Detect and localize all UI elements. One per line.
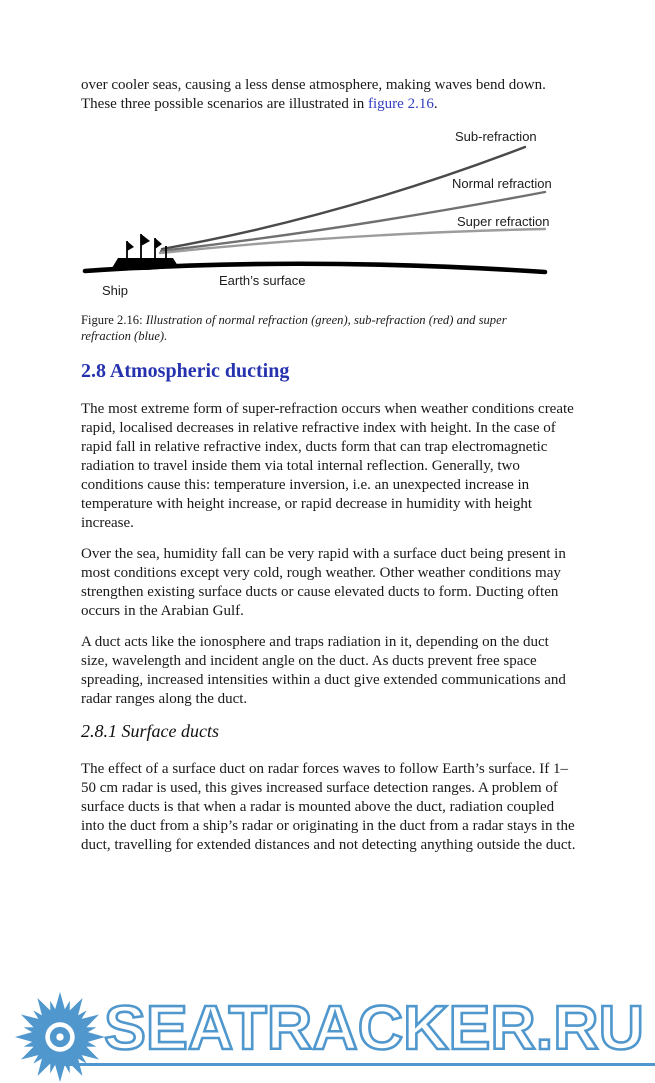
paragraph-ducting-3: A duct acts like the ionosphere and traps radiation in it, depending on the duct size, wavelength and incident angle on the duct. As ducts prevent free space spreading, increased intensities within a duct give extended communications and radar ranges along the duct.: [81, 634, 566, 707]
figure-2-16-link[interactable]: figure 2.16: [368, 96, 434, 112]
paragraph-intro: [81, 76, 578, 114]
figure-2-16-diagram: [0, 120, 655, 313]
super-refraction-curve: [160, 229, 545, 253]
paragraph-surface-ducts: The effect of a surface duct on radar forces waves to follow Earth’s surface. If 1–50 cm radar is used, this gives increased surface detection ranges. A problem of surface ducts is that when a radar is mounted above the duct, radiation coupled into the duct from a ship’s radar or originating in the duct from a radar stays in the duct, travelling for extended distances and not detecting anything outside the duct.: [81, 761, 576, 853]
watermark-text: SEATRACKER.RU: [104, 994, 644, 1063]
figure-caption-text: Illustration of normal refraction (green), sub-refraction (red) and super refraction (blue).: [81, 313, 507, 343]
seatracker-watermark: [102, 996, 655, 1064]
section-heading-2-8: 2.8 Atmospheric ducting: [81, 360, 290, 382]
paragraph-ducting-1: The most extreme form of super-refraction occurs when weather conditions create rapid, localised decreases in relative refractive index with height. In the case of rapid fall in relative refractive index, ducts form that can trap electromagnetic radiation to travel inside them via total internal reflection. Generally, two conditions cause this: temperature inversion, i.e. an unexpected increase in temperature with height increase, or rapid decrease in humidity with height increase.: [81, 401, 574, 531]
intro-text-after-link: .: [433, 96, 438, 112]
label-earth-surface: Earth’s surface: [219, 273, 306, 288]
sun-icon: [14, 991, 106, 1083]
label-ship: Ship: [102, 283, 129, 298]
paragraph-ducting-2: Over the sea, humidity fall can be very rapid with a surface duct being present in most conditions except very cold, rough weather. Other weather conditions may strengthen existing surface ducts or cause elevated ducts to form. Ducting often occurs in the Arabian Gulf.: [81, 546, 566, 619]
intro-text-before-link: over cooler seas, causing a less dense atmosphere, making waves bend down. These three possible scenarios are illustrated in: [81, 77, 546, 112]
refraction-diagram-canvas: [0, 120, 655, 313]
label-super-refraction: Super refraction: [457, 214, 550, 229]
subsection-heading-2-8-1: 2.8.1 Surface ducts: [81, 721, 219, 741]
figure-caption-label: Figure 2.16:: [81, 313, 143, 327]
watermark-underline: [63, 1063, 655, 1066]
figure-caption: [81, 313, 559, 345]
sub-refraction-curve: [162, 147, 525, 249]
label-normal-refraction: Normal refraction: [452, 176, 552, 191]
label-sub-refraction: Sub-refraction: [455, 129, 537, 144]
